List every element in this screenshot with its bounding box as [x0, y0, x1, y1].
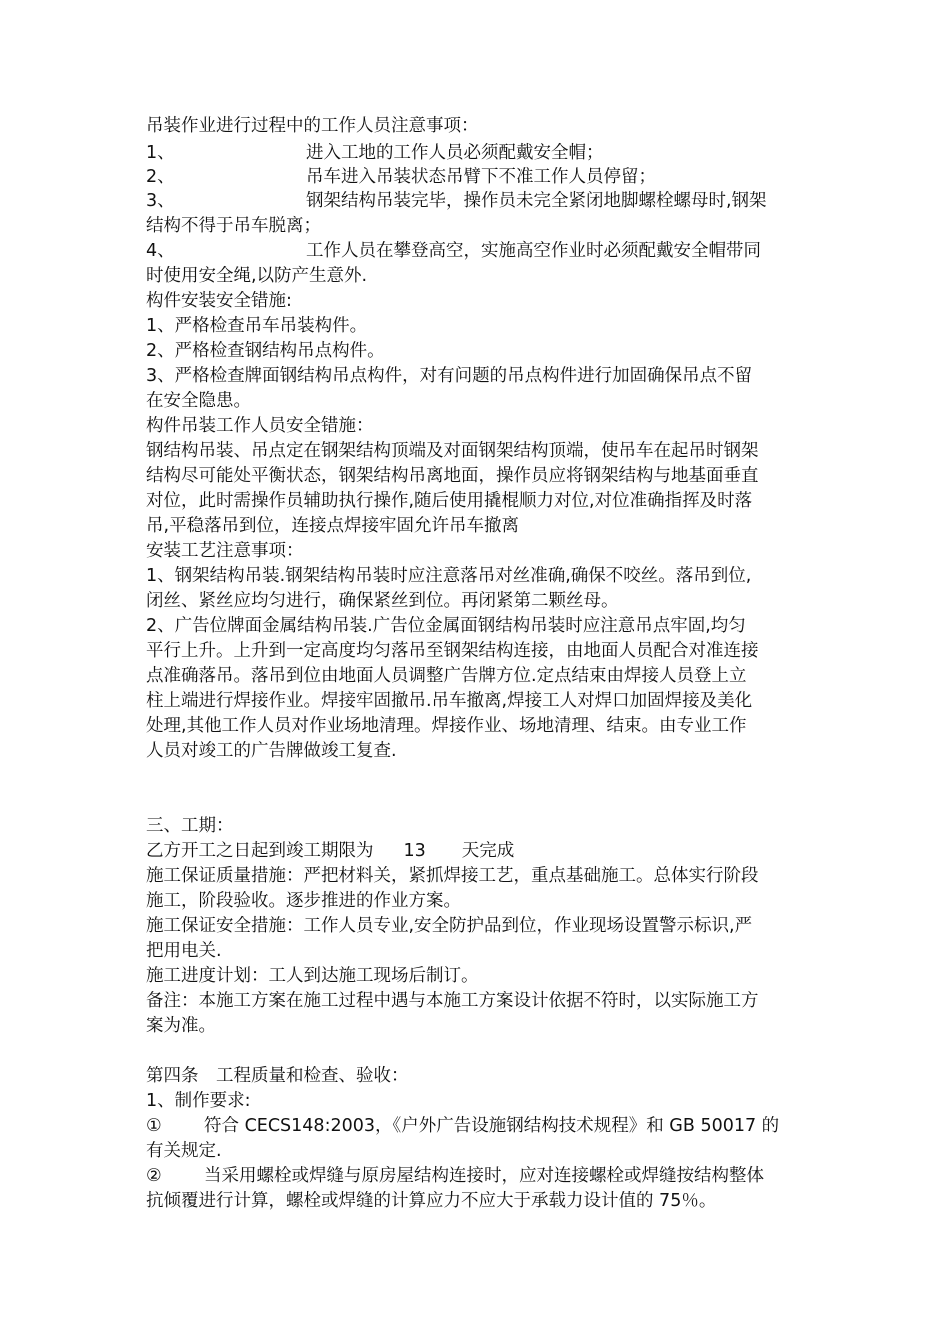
text-line: 备注：本施工方案在施工过程中遇与本施工方案设计依据不符时，以实际施工方: [146, 991, 759, 1011]
text-line: 把用电关.: [146, 941, 222, 961]
text-line: 柱上端进行焊接作业。焊接牢固撤吊.吊车撤离,焊接工人对焊口加固焊接及美化: [146, 691, 753, 711]
list-item-4: [146, 239, 810, 263]
list-text: 吊车进入吊装状态吊臂下不准工作人员停留；: [306, 167, 656, 187]
list-number: 4、: [146, 241, 175, 261]
requirement-text: 当采用螺栓或焊缝与原房屋结构连接时，应对连接螺栓或焊缝按结构整体: [204, 1166, 764, 1186]
text-line: 时使用安全绳,以防产生意外.: [146, 266, 368, 286]
schedule-line: [146, 839, 810, 863]
text-line: 抗倾覆进行计算，螺栓或焊缝的计算应力不应大于承载力设计值的 75％。: [146, 1191, 717, 1211]
requirement-item-2: [146, 1164, 810, 1188]
requirement-item-1: [146, 1114, 810, 1138]
schedule-days: 13: [403, 841, 426, 861]
text-line: 点准确落吊。落吊到位由地面人员调整广告牌方位.定点结束由焊接人员登上立: [146, 666, 747, 686]
list-item-2: [146, 165, 810, 189]
list-text: 进入工地的工作人员必须配戴安全帽；: [306, 143, 604, 163]
text-line: 施工进度计划：工人到达施工现场后制订。: [146, 966, 479, 986]
circled-number: ②: [146, 1166, 162, 1186]
text-line: 3、严格检查牌面钢结构吊点构件，对有问题的吊点构件进行加固确保吊点不留: [146, 366, 753, 386]
text-line: 施工，阶段验收。逐步推进的作业方案。: [146, 891, 461, 911]
list-text: 工作人员在攀登高空，实施高空作业时必须配戴安全帽带同: [306, 241, 761, 261]
text-line: 1、钢架结构吊装.钢架结构吊装时应注意落吊对丝准确,确保不咬丝。落吊到位,: [146, 566, 752, 586]
section-heading-install-safety: 构件安装安全错施:: [146, 291, 292, 311]
list-item-3: [146, 189, 810, 213]
text-line: 施工保证安全措施：工作人员专业,安全防护品到位，作业现场设置警示标识,严: [146, 916, 753, 936]
text-line: 平行上升。上升到一定高度均匀落吊至钢架结构连接，由地面人员配合对准连接: [146, 641, 759, 661]
requirement-text: 符合 CECS148:2003，《户外广告设施钢结构技术规程》和 GB 50017 的: [204, 1116, 780, 1136]
text-line: 对位，此时需操作员辅助执行操作,随后使用撬棍顺力对位,对位准确指挥及时落: [146, 491, 753, 511]
text-line: 2、广告位牌面金属结构吊装.广告位金属面钢结构吊装时应注意吊点牢固,均匀: [146, 616, 746, 636]
text-line: 施工保证质量措施：严把材料关，紧抓焊接工艺，重点基础施工。总体实行阶段: [146, 866, 759, 886]
text-line: 处理,其他工作人员对作业场地清理。焊接作业、场地清理、结束。由专业工作: [146, 716, 747, 736]
text-line: 人员对竣工的广告牌做竣工复查.: [146, 741, 397, 761]
section-heading-worker-safety: 构件吊装工作人员安全错施：: [146, 416, 374, 436]
list-number: 1、: [146, 143, 175, 163]
list-number: 2、: [146, 167, 175, 187]
section-heading-schedule: 三、工期：: [146, 816, 234, 836]
text-line: 钢结构吊装、吊点定在钢架结构顶端及对面钢架结构顶端，使吊车在起吊时钢架: [146, 441, 759, 461]
section-heading-process-notes: 安装工艺注意事项：: [146, 541, 304, 561]
text-line: 闭丝、紧丝应均匀进行，确保紧丝到位。再闭紧第二颗丝母。: [146, 591, 619, 611]
text-line: 结构尽可能处平衡状态，钢架结构吊离地面，操作员应将钢架结构与地基面垂直: [146, 466, 759, 486]
text-line: 结构不得于吊车脱离；: [146, 216, 321, 236]
text-line: 1、制作要求:: [146, 1091, 251, 1111]
schedule-text: 乙方开工之日起到竣工期限为: [146, 841, 374, 861]
list-number: 3、: [146, 191, 175, 211]
circled-number: ①: [146, 1116, 162, 1136]
list-text: 钢架结构吊装完毕，操作员未完全紧闭地脚螺栓螺母时,钢架: [306, 191, 767, 211]
list-item-1: [146, 141, 810, 165]
text-line: 1、严格检查吊车吊装构件。: [146, 316, 368, 336]
text-line: 案为准。: [146, 1016, 216, 1036]
section-heading-article-four: 第四条 工程质量和检查、验收：: [146, 1066, 409, 1086]
text-line: 有关规定.: [146, 1141, 222, 1161]
schedule-suffix: 天完成: [461, 841, 515, 861]
paragraph-heading-lifting-notes: 吊装作业进行过程中的工作人员注意事项：: [146, 116, 479, 136]
text-line: 吊,平稳落吊到位，连接点焊接牢固允许吊车撤离: [146, 516, 520, 536]
text-line: 在安全隐患。: [146, 391, 251, 411]
text-line: 2、严格检查钢结构吊点构件。: [146, 341, 385, 361]
